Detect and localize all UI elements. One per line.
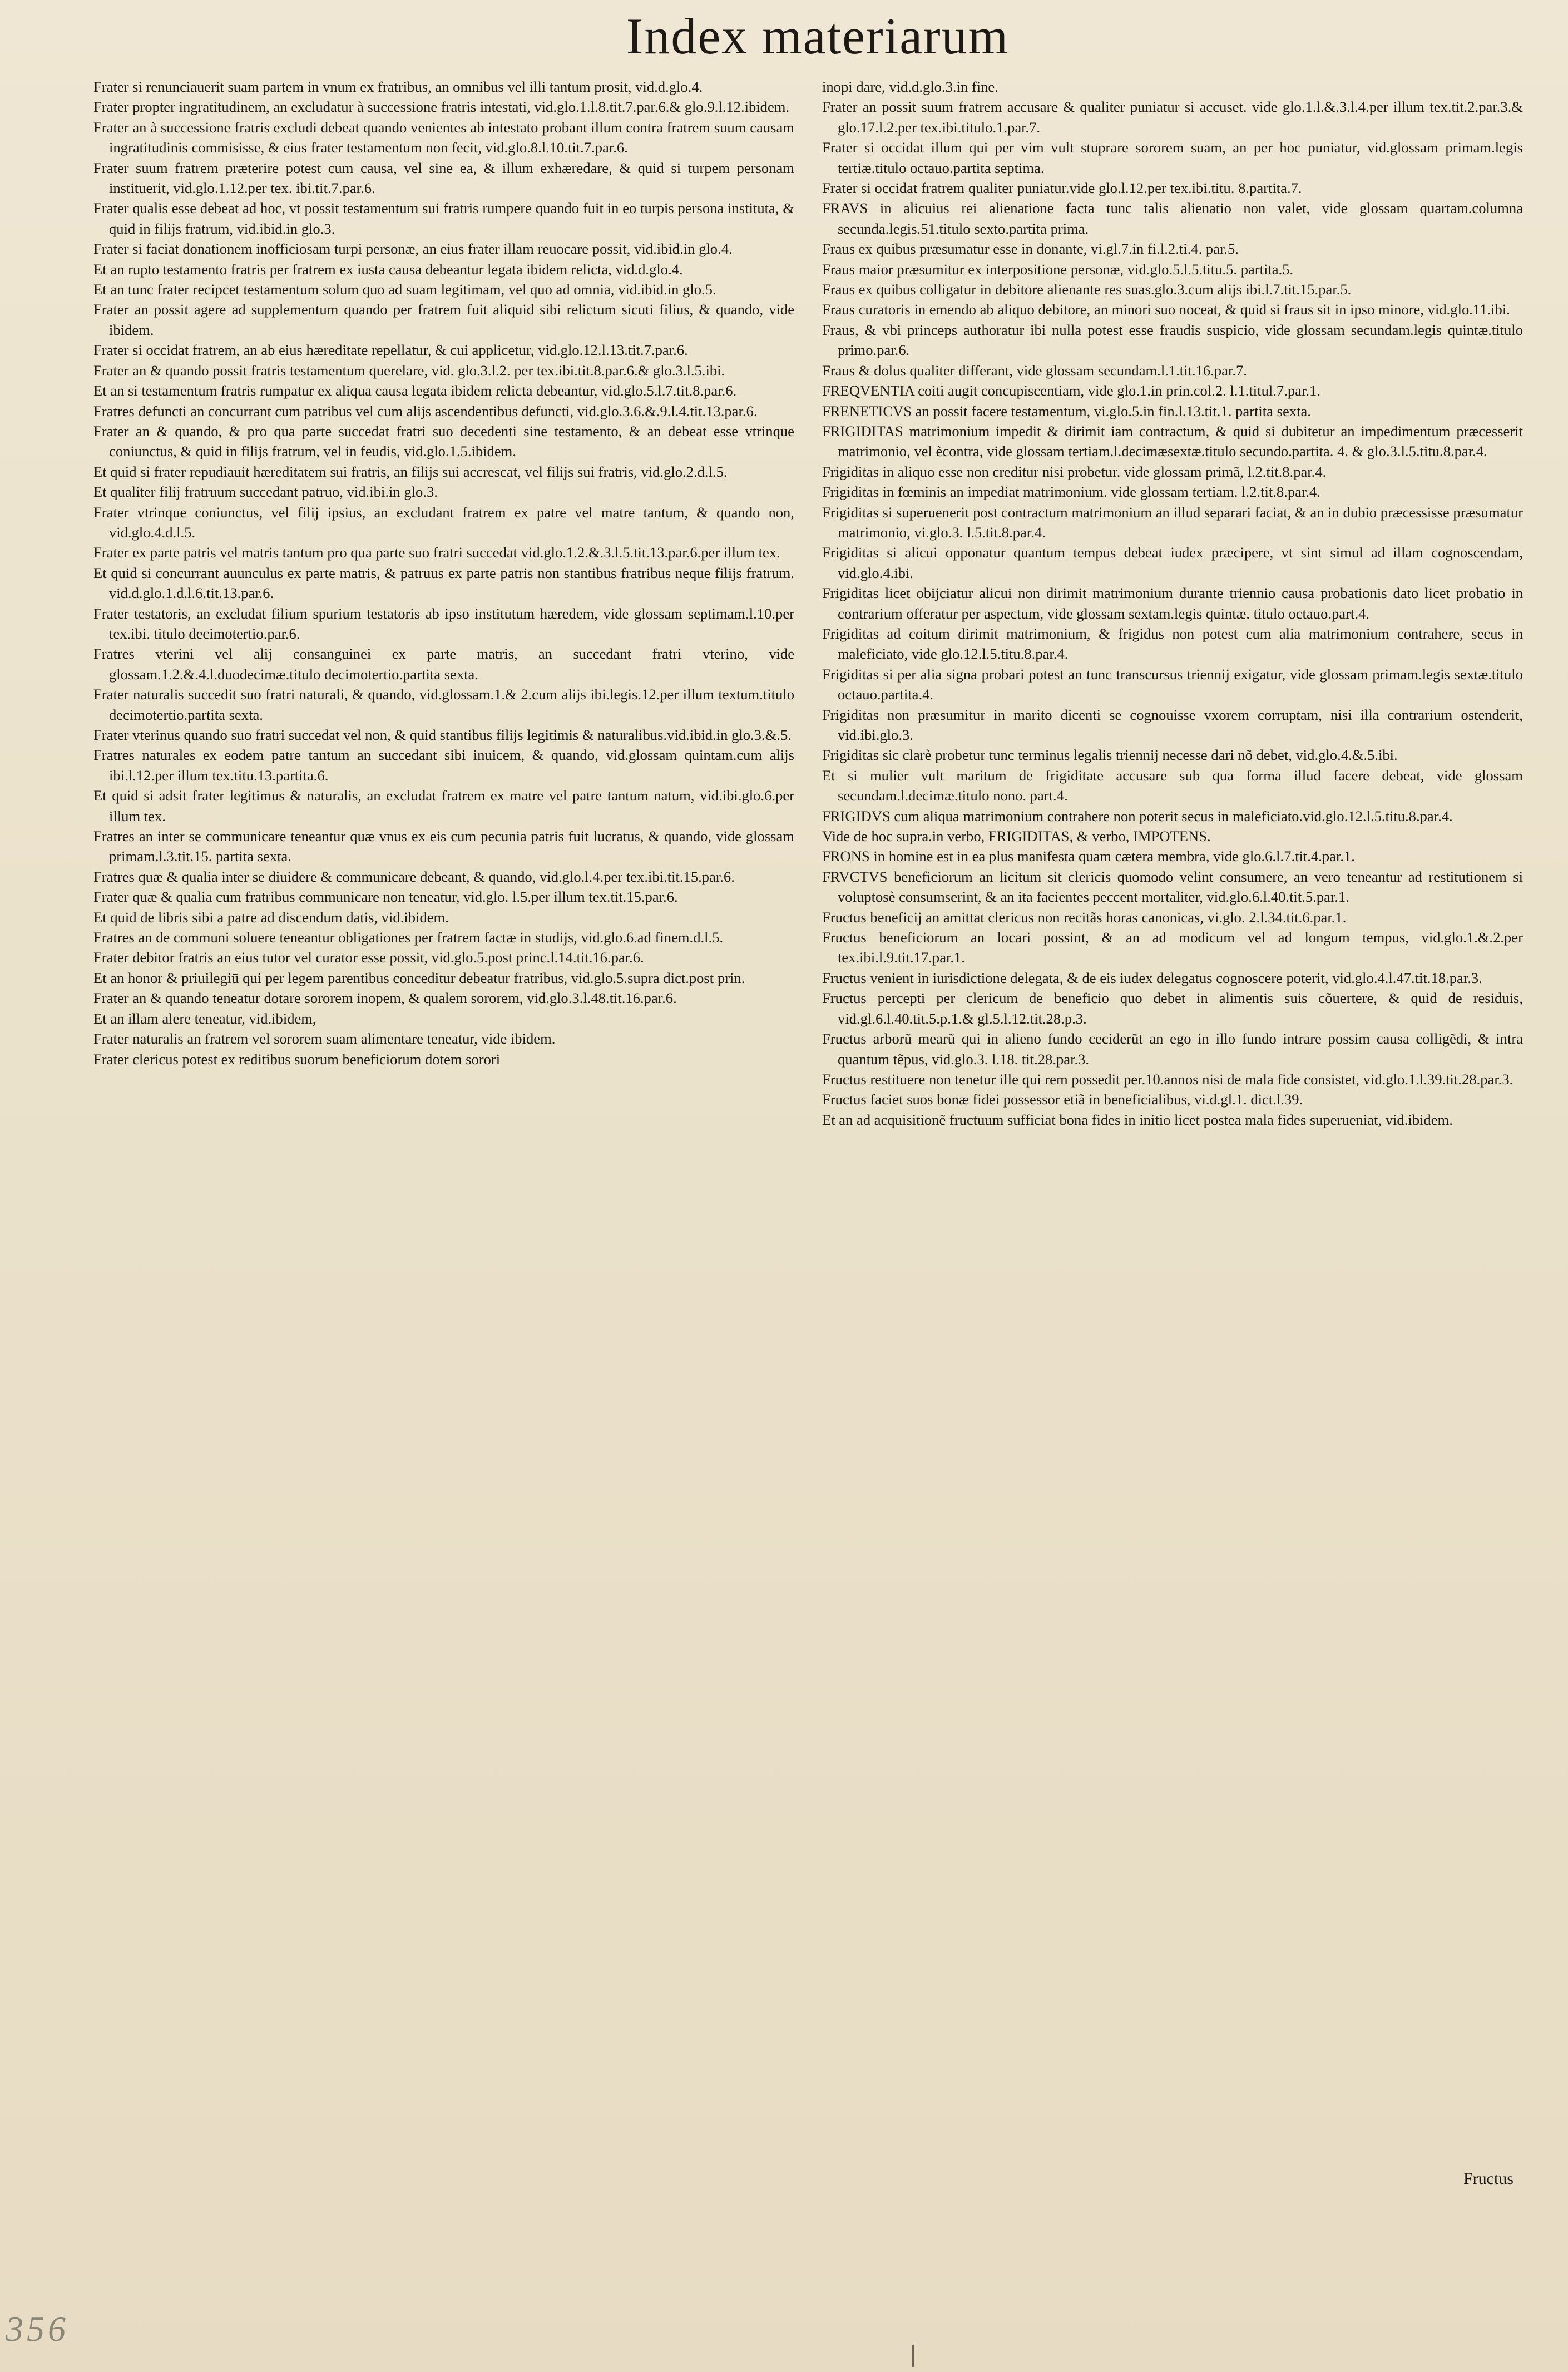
index-entry: Fraus ex quibus præsumatur esse in donante, vi.gl.7.in fi.l.2.ti.4. par.5. [822, 240, 1239, 258]
index-entry: Et quid si frater repudiauit hæreditatem sui fratris, an filijs sui accrescat, vel filijs sui fratris, vid.glo.2.d.l.5. [93, 463, 728, 480]
index-entry: Et an honor & priuilegiū qui per legem parentibus conceditur debeatur fratribus, vid.glo.5.supra dict.post prin. [93, 969, 745, 986]
index-entry: Et qualiter filij fratruum succedant patruo, vid.ibi.in glo.3. [93, 483, 438, 501]
index-entry: Frater vterinus quando suo fratri succedat vel non, & quid stantibus filijs legitimis & naturalibus.vid.ibid.in glo.3.&.5. [93, 727, 792, 743]
index-entry: Frigiditas si superuenerit post contractum matrimonium an illud separari faciat, & an in dubio præcessisse præsumatur matrimonio, vi.glo.3. l.5.tit.8.par.4. [822, 503, 1523, 541]
index-entry: Frater naturalis succedit suo fratri naturali, & quando, vid.glossam.1.& 2.cum alijs ibi.legis.12.per illum textum.titulo decimotertio.partita sexta. [93, 686, 794, 723]
index-entry: Fructus beneficij an amittat clericus non recitãs horas canonicas, vi.glo. 2.l.34.tit.6.par.1. [822, 908, 1347, 926]
index-entry: Frater si occidat fratrem, an ab eius hæreditate repellatur, & cui applicetur, vid.glo.12.l.13.tit.7.par.6. [93, 342, 688, 359]
index-entry: Fraus maior præsumitur ex interpositione personæ, vid.glo.5.l.5.titu.5. partita.5. [822, 260, 1294, 278]
index-entry: Fratres naturales ex eodem patre tantum an succedant sibi inuicem, & quando, vid.glossam quintam.cum alijs ibi.l.12.per illum tex.titu.13.partita.6. [93, 747, 794, 784]
index-entry: FRENETICVS an possit facere testamentum, vi.glo.5.in fin.l.13.tit.1. partita sexta. [822, 402, 1311, 419]
index-entry: Et an si testamentum fratris rumpatur ex aliqua causa legata ibidem relicta debeantur, vid.glo.5.l.7.tit.8.par.6. [93, 382, 737, 399]
index-entry: inopi dare, vid.d.glo.3.in fine. [822, 78, 998, 95]
index-entry: FRONS in homine est in ea plus manifesta quam cætera membra, vide glo.6.l.7.tit.4.par.1. [822, 848, 1355, 865]
index-entry: Fraus & dolus qualiter differant, vide glossam secundam.l.1.tit.16.par.7. [822, 362, 1247, 379]
index-entry: Et quid de libris sibi a patre ad discendum datis, vid.ibidem. [93, 908, 449, 926]
index-entry: Fructus arborũ mearũ qui in alieno fundo ceciderũt an ego in illo fundo intrare possim causa colligẽdi, & intra quantum tẽpus, vid.glo.3. l.18. tit.28.par.3. [822, 1030, 1523, 1068]
index-entry: Frater an & quando, & pro qua parte succedat fratri suo decedenti sine testamento, & an debeat esse vtrinque coniunctus, & quid in filijs fratrum, vel in feudis, vid.glo.1.5.ibidem. [93, 422, 794, 460]
index-entry: FRIGIDITAS matrimonium impedit & dirimit iam contractum, & quid si dubitetur an impedimentum præcesserit matrimonio, vel ècontra, vide glossam tertiam.l.decimæsextæ.titulo secundo.partita. 4. & glo.3.l.5.titu.8.par.4. [822, 422, 1523, 460]
index-entry: Frigiditas in aliquo esse non creditur nisi probetur. vide glossam primã, l.2.tit.8.par.4. [822, 463, 1327, 480]
index-column-right [822, 77, 1523, 1130]
index-entry: Frater suum fratrem præterire potest cum causa, vel sine ea, & illum exhæredare, & quid si turpem personam instituerit, vid.glo.1.12.per tex. ibi.tit.7.par.6. [93, 159, 794, 197]
index-entry: Frater debitor fratris an eius tutor vel curator esse possit, vid.glo.5.post princ.l.14.tit.16.par.6. [93, 949, 644, 966]
index-entry: Et quid si concurrant auunculus ex parte matris, & patruus ex parte patris non stantibus fratribus neque filijs fratrum. vid.d.glo.1.d.l.6.tit.13.par.6. [93, 564, 794, 602]
index-column-left [93, 77, 794, 1069]
index-entry: Frater naturalis an fratrem vel sororem suam alimentare teneatur, vide ibidem. [93, 1030, 556, 1047]
index-entry: Frater si renunciauerit suam partem in vnum ex fratribus, an omnibus vel illi tantum prosit, vid.d.glo.4. [93, 78, 703, 95]
index-entry: Frater qualis esse debeat ad hoc, vt possit testamentum sui fratris rumpere quando fuit in eo turpis persona instituta, & quid in filijs fratrum, vid.ibid.in glo.3. [93, 200, 794, 237]
index-entry: Frater si occidat illum qui per vim vult stuprare sororem suam, an per hoc puniatur, vid.glossam primam.legis tertiæ.titulo octauo.partita septima. [822, 139, 1523, 176]
index-entry: Frater propter ingratitudinem, an excludatur à successione fratris intestati, vid.glo.1.l.8.tit.7.par.6.& glo.9.l.12.ibidem. [93, 98, 790, 116]
index-entry: Et si mulier vult maritum de frigiditate accusare sub qua forma illud facere debeat, vide glossam secundam.l.decimæ.titulo nono. part.4. [822, 767, 1523, 804]
index-entry: Frater testatoris, an excludat filium spurium testatoris ab ipso institutum hæredem, vide glossam septimam.l.10.per tex.ibi. titulo decimotertio.par.6. [93, 605, 794, 642]
index-entry: Fratres an de communi soluere teneantur obligationes per fratrem factæ in studijs, vid.glo.6.ad finem.d.l.5. [93, 929, 724, 946]
index-entry: Frater an possit agere ad supplementum quando per fratrem fuit aliquid sibi relictum sicuti filius, & quando, vide ibidem. [93, 301, 794, 338]
index-entry: FRIGIDVS cum aliqua matrimonium contrahere non poterit secus in maleficiato.vid.glo.12.l.5.titu.8.par.4. [822, 807, 1453, 824]
index-entry: Fraus ex quibus colligatur in debitore alienante res suas.glo.3.cum alijs ibi.l.7.tit.15.par.5. [822, 281, 1352, 298]
index-entry: Fructus percepti per clericum de beneficio quo debet in alimentis suis cõuertere, & quid de residuis, vid.gl.6.l.40.tit.5.p.1.& gl.5.l.12.tit.28.p.3. [822, 990, 1523, 1027]
index-entry: Frigiditas ad coitum dirimit matrimonium, & frigidus non potest cum alia matrimonium contrahere, secus in maleficiato, vide glo.12.l.5.titu.8.par.4. [822, 625, 1523, 663]
index-entry: Frigiditas si per alia signa probari potest an tunc transcursus triennij exigatur, vide glossam primam.legis sextæ.titulo octauo.partita.4. [822, 665, 1523, 703]
index-entry: Fructus restituere non tenetur ille qui rem possedit per.10.annos nisi de mala fide consistet, vid.glo.1.l.39.tit.28.par.3. [822, 1070, 1513, 1088]
index-entry: Frater clericus potest ex reditibus suorum beneficiorum dotem sorori [93, 1050, 501, 1068]
index-entry: Et an tunc frater recipcet testamentum solum quo ad suam legitimam, vel quo ad omnia, vid.ibid.in glo.5. [93, 281, 716, 298]
index-entry: Et an ad acquisitionẽ fructuum sufficiat bona fides in initio licet postea mala fides superueniat, vid.ibidem. [822, 1111, 1453, 1128]
index-entry: Fraus curatoris in emendo ab aliquo debitore, an minori suo noceat, & quid si fraus sit in ipso minore, vid.glo.11.ibi. [822, 301, 1510, 318]
gutter-mark [912, 2345, 914, 2367]
index-entry: Frigiditas non præsumitur in marito dicenti se cognouisse vxorem corruptam, nisi illa contrarium ostenderit, vid.ibi.glo.3. [822, 706, 1523, 743]
index-entry: Fratres an inter se communicare teneantur quæ vnus ex eis cum pecunia patris fuit lucratus, & quando, vide glossam primam.l.3.tit.15. partita sexta. [93, 828, 794, 865]
index-entry: Et quid si adsit frater legitimus & naturalis, an excludat fratrem ex matre vel patre tantum natum, vid.ibi.glo.6.per illum tex. [93, 787, 794, 824]
index-entry: Frater quæ & qualia cum fratribus communicare non teneatur, vid.glo. l.5.per illum tex.tit.15.par.6. [93, 888, 678, 906]
index-entry: Frater an & quando teneatur dotare sororem inopem, & qualem sororem, vid.glo.3.l.48.tit.16.par.6. [93, 990, 677, 1007]
index-entry: Frater an à successione fratris excludi debeat quando venientes ab intestato probant illum contra fratrem suum causam ingratitudinis commisisse, & eius frater testamentum non fecit, vid.glo.8.l.10.tit.7.par.6. [93, 118, 794, 156]
index-entry: Fructus faciet suos bonæ fidei possessor etiã in beneficialibus, vi.d.gl.1. dict.l.39. [822, 1091, 1303, 1108]
index-entry: Frater si occidat fratrem qualiter puniatur.vide glo.l.12.per tex.ibi.titu. 8.partita.7. [822, 180, 1302, 197]
index-entry: Frigiditas si alicui opponatur quantum tempus debeat iudex præcipere, vt sint simul ad illam cognoscendam, vid.glo.4.ibi. [822, 544, 1523, 581]
index-entry: Frater ex parte patris vel matris tantum pro qua parte suo fratri succedat vid.glo.1.2.&.3.l.5.tit.13.par.6.per illum tex. [93, 544, 780, 561]
index-entry: Et an illam alere teneatur, vid.ibidem, [93, 1010, 316, 1027]
index-entry: Fraus, & vbi princeps authoratur ibi nulla potest esse fraudis suspicio, vide glossam secundam.legis quintæ.titulo primo.par.6. [822, 321, 1523, 359]
index-entry: Vide de hoc supra.in verbo, FRIGIDITAS, & verbo, IMPOTENS. [822, 828, 1211, 845]
index-entry: Frater si faciat donationem inofficiosam turpi personæ, an eius frater illam reuocare possit, vid.ibid.in glo.4. [93, 240, 733, 258]
index-entry: Frater an possit suum fratrem accusare & qualiter puniatur si accuset. vide glo.1.l.&.3.l.4.per illum tex.tit.2.par.3.& glo.17.l.2.per tex.ibi.titulo.1.par.7. [822, 98, 1523, 136]
index-entry: Frigiditas licet obijciatur alicui non dirimit matrimonium durante triennio causa probationis dato licet probatio in contrarium offeratur per aspectum, vide glossam sextam.legis quintæ. titulo octauo.part.4. [822, 585, 1523, 622]
index-entry: Fratres defuncti an concurrant cum patribus vel cum alijs ascendentibus defuncti, vid.glo.3.6.&.9.l.4.tit.13.par.6. [93, 402, 758, 419]
index-entry: Fructus venient in iurisdictione delegata, & de eis iudex delegatus cognoscere poterit, vid.glo.4.l.47.tit.18.par.3. [822, 969, 1482, 986]
index-entry: Frater an & quando possit fratris testamentum querelare, vid. glo.3.l.2. per tex.ibi.tit.8.par.6.& glo.3.l.5.ibi. [93, 362, 725, 379]
page-title: Index materiarum [626, 8, 1010, 65]
index-entry: FREQVENTIA coiti augit concupiscentiam, vide glo.1.in prin.col.2. l.1.titul.7.par.1. [822, 382, 1320, 399]
index-entry: Fratres quæ & qualia inter se diuidere & communicare debeant, & quando, vid.glo.l.4.per tex.ibi.tit.15.par.6. [93, 868, 735, 885]
catchword: Fructus [1463, 2170, 1513, 2188]
index-entry: FRVCTVS beneficiorum an licitum sit clericis quomodo velint consumere, an vero teneantur ad restitutionem si voluptosè consumserint, & an ita facientes peccent mortaliter, vid.glo.6.l.40.tit.5.par.1. [822, 868, 1523, 906]
folio-number: 356 [6, 2309, 69, 2349]
index-entry: Frigiditas in fœminis an impediat matrimonium. vide glossam tertiam. l.2.tit.8.par.4. [822, 483, 1320, 501]
index-entry: Fructus beneficiorum an locari possint, & an ad modicum vel ad longum tempus, vid.glo.1.&.2.per tex.ibi.l.9.tit.17.par.1. [822, 929, 1523, 966]
index-entry: Et an rupto testamento fratris per fratrem ex iusta causa debeantur legata ibidem relicta, vid.d.glo.4. [93, 260, 683, 278]
index-entry: Fratres vterini vel alij consanguinei ex parte matris, an succedant fratri vterino, vide glossam.1.2.&.4.l.duodecimæ.titulo decimotertio.partita sexta. [93, 645, 794, 683]
index-entry: Frater vtrinque coniunctus, vel filij ipsius, an excludant fratrem ex patre vel matre tantum, & quando non, vid.glo.4.d.l.5. [93, 503, 794, 541]
index-entry: FRAVS in alicuius rei alienatione facta tunc talis alienatio non valet, vide glossam quartam.columna secunda.legis.51.titulo sexto.partita prima. [822, 200, 1523, 237]
index-entry: Frigiditas sic clarè probetur tunc terminus legalis triennij necesse dari nõ debet, vid.glo.4.&.5.ibi. [822, 747, 1398, 764]
